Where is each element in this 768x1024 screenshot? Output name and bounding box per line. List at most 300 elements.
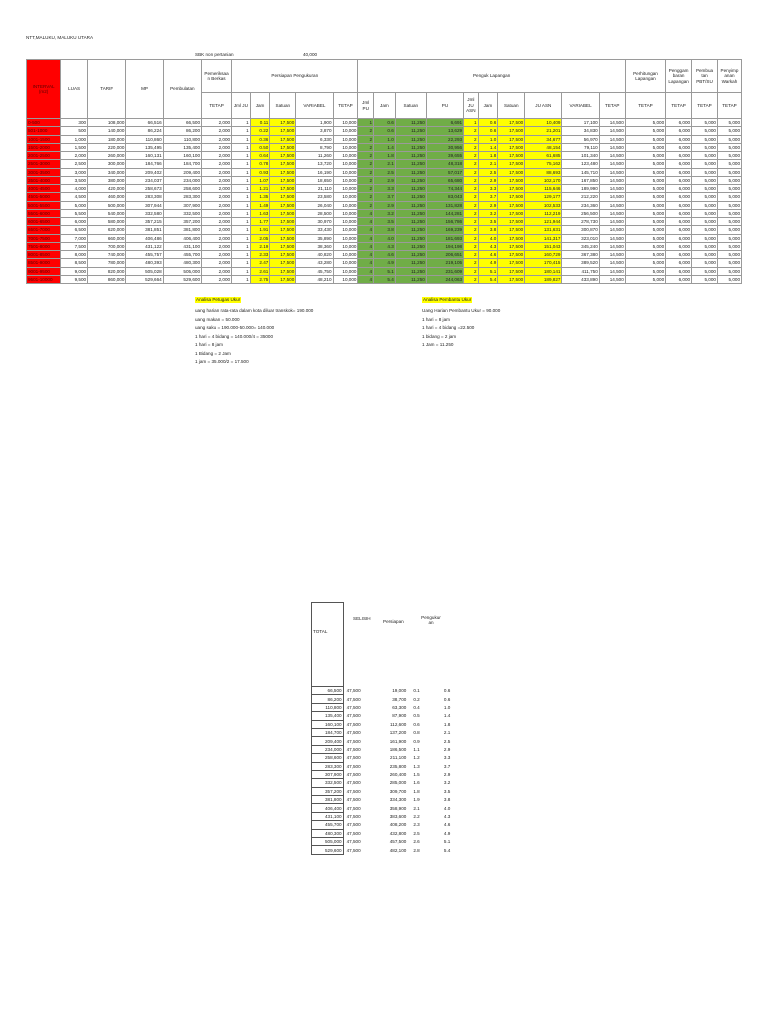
cell-jpu: 2 [358,185,374,193]
cell-jam2: 1.4 [374,143,396,151]
cell-jju: 1 [232,234,251,242]
cell-mp: 66,516 [126,119,163,127]
table-row [27,160,742,168]
cell-jam2: 4.9 [374,259,396,267]
table-row [27,209,742,217]
table-row [312,703,469,711]
cell-pem: 2,000 [202,226,232,234]
subheader-cell: TETAP [599,93,625,119]
cell-var2: 389,520 [562,259,599,267]
cell-pu: 65,680 [426,176,463,184]
table-row [312,838,469,846]
cell-t5: 5,000 [692,226,718,234]
cell-interval: 8501-9000 [27,259,61,267]
cell-total: 431,100 [312,812,344,820]
cell-pem: 2,000 [202,127,232,135]
cell-mp: 209,402 [126,168,163,176]
cell-t3: 5,000 [625,251,665,259]
table-row [27,251,742,259]
cell-tarif: 820,000 [88,267,126,275]
cell-c4: 2.1 [413,805,420,811]
cell-c4: 0.8 [413,730,420,736]
cell-var2: 433,890 [562,275,599,283]
cell-var1: 40,820 [296,251,333,259]
cell-c4: 0.4 [413,704,420,710]
cell-juasn: 141,317 [525,234,562,242]
cell-tet2: 14,500 [599,119,625,127]
cell-sat3: 17,500 [498,135,525,143]
cell-juasn: 48,154 [525,143,562,151]
cell-c3: 87,900 [392,713,407,719]
cell-c5: 2.5 [443,738,451,744]
cell-pemb: 406,400 [163,234,201,242]
cell-pu: 231,609 [426,267,463,275]
cell-sat2: 11,250 [395,168,426,176]
cell-sat3: 17,500 [498,275,525,283]
cell-t4: 6,000 [666,259,692,267]
cell-t4: 6,000 [666,275,692,283]
cell-t3: 5,000 [625,201,665,209]
cell-total: 283,300 [312,762,344,770]
cell-c2: 47,500 [346,780,361,786]
cell-jju: 1 [232,193,251,201]
cell-c3: 457,500 [389,839,407,845]
cell-jam1: 2.47 [250,259,270,267]
cell-interval: 4501-5000 [27,193,61,201]
cell-c2: 47,500 [346,788,361,794]
cell-c5: 4.0 [443,805,451,811]
cell-mp: 357,215 [126,218,163,226]
cell-juasn: 180,141 [525,267,562,275]
cell-t6: 5,000 [717,160,741,168]
cell-c5: 3.3 [443,755,451,761]
cell-sat3: 17,500 [498,143,525,151]
cell-t4: 6,000 [666,242,692,250]
cell-jju: 1 [232,209,251,217]
cell-jam3: 4.0 [478,234,498,242]
cell-tet1: 10,000 [333,201,358,209]
cell-total: 455,700 [312,821,344,829]
table-row [312,770,469,778]
sbk-value: 40,000 [303,52,318,57]
cell-t5: 5,000 [692,152,718,160]
cell-pem: 2,000 [202,152,232,160]
cell-c2: 47,500 [346,730,361,736]
cell-t5: 5,000 [692,251,718,259]
cell-tet1: 10,000 [333,209,358,217]
cell-t4: 6,000 [666,152,692,160]
cell-pu: 169,239 [426,226,463,234]
cell-t5: 5,000 [692,185,718,193]
cell-t3: 5,000 [625,152,665,160]
cell-pem: 2,000 [202,267,232,275]
table-row [312,720,469,728]
cell-jam1: 2.61 [250,267,270,275]
cell-tarif: 780,000 [88,259,126,267]
cell-t4: 6,000 [666,267,692,275]
table-row [27,275,742,283]
cell-jam2: 2.9 [374,201,396,209]
cell-c3: 383,600 [389,814,407,820]
cell-t6: 5,000 [717,143,741,151]
cell-jasn: 2 [464,185,479,193]
cell-jam1: 2.05 [250,234,270,242]
cell-var1: 3,870 [296,127,333,135]
analisa-pembantu-title: Analisa Pembantu Ukur [423,297,472,302]
cell-var2: 411,750 [562,267,599,275]
cell-pemb: 283,300 [163,193,201,201]
cell-sat3: 17,500 [498,176,525,184]
cell-jasn: 2 [464,209,479,217]
cell-sat2: 11,250 [395,226,426,234]
cell-sat1: 17,500 [270,193,296,201]
cell-mp: 381,851 [126,226,163,234]
cell-t6: 5,000 [717,185,741,193]
cell-jam2: 5.1 [374,267,396,275]
cell-luas: 9,000 [61,267,88,275]
note-line: 1 Jam = 11.250 [422,342,454,347]
cell-jasn: 2 [464,234,479,242]
cell-jpu: 2 [358,160,374,168]
cell-luas: 1,000 [61,135,88,143]
cell-luas: 1,500 [61,143,88,151]
cell-c3: 432,800 [389,830,407,836]
header-pembuatan: Pembua tan PBT/SU [692,60,718,93]
cell-mp: 455,757 [126,251,163,259]
cell-jam3: 2.9 [478,176,498,184]
cell-total: 406,400 [312,804,344,812]
cell-juasn: 112,219 [525,209,562,217]
cell-pemb: 357,200 [163,218,201,226]
cell-c3: 137,200 [389,730,407,736]
cell-pu: 206,651 [426,251,463,259]
cell-jam3: 3.8 [478,226,498,234]
table-row [312,762,469,770]
cell-jpu: 2 [358,193,374,201]
cell-t6: 5,000 [717,201,741,209]
cell-t3: 5,000 [625,275,665,283]
cell-interval: 1001-1500 [27,135,61,143]
cell-pemb: 184,700 [163,160,201,168]
cell-pu: 194,198 [426,242,463,250]
cell-tarif: 180,000 [88,135,126,143]
cell-c4: 0.2 [413,696,420,702]
cell-total: 66,500 [312,687,344,695]
cell-juasn: 34,677 [525,135,562,143]
cell-c4: 2.3 [413,822,420,828]
cell-juasn: 151,043 [525,242,562,250]
cell-jju: 1 [232,176,251,184]
cell-var2: 300,870 [562,226,599,234]
subheader-cell: Jam [250,93,270,119]
total-table [311,602,469,855]
cell-t3: 5,000 [625,160,665,168]
cell-mp: 332,580 [126,209,163,217]
document-title: NTT,MALUKU, MALUKU UTARA [26,35,94,40]
cell-jam2: 5.4 [374,275,396,283]
cell-luas: 300 [61,119,88,127]
cell-tet2: 14,500 [599,226,625,234]
cell-jasn: 2 [464,152,479,160]
cell-jju: 1 [232,201,251,209]
cell-c4: 1.3 [413,763,420,769]
cell-pu: 83,043 [426,193,463,201]
cell-var1: 21,110 [296,185,333,193]
cell-c3: 358,900 [389,805,407,811]
subheader-cell: PU [426,93,463,119]
cell-jpu: 1 [358,119,374,127]
cell-t6: 5,000 [717,234,741,242]
cell-sat2: 11,250 [395,242,426,250]
cell-t3: 5,000 [625,185,665,193]
cell-tet2: 14,500 [599,251,625,259]
cell-tarif: 420,000 [88,185,126,193]
cell-t6: 5,000 [717,168,741,176]
cell-interval: 2001-2500 [27,152,61,160]
cell-pem: 2,000 [202,275,232,283]
cell-c3: 112,600 [390,721,407,727]
cell-c4: 0.6 [413,721,420,727]
cell-jam3: 1.4 [478,143,498,151]
total-label: TOTAL [312,603,344,687]
cell-sat3: 17,500 [498,226,525,234]
table-row [312,687,469,695]
cell-luas: 3,500 [61,176,88,184]
cell-jju: 1 [232,168,251,176]
cell-tet2: 14,500 [599,185,625,193]
cell-t3: 5,000 [625,226,665,234]
cell-c2: 47,500 [346,847,361,853]
cell-sat2: 11,250 [395,176,426,184]
cell-tarif: 108,000 [88,119,126,127]
cell-juasn: 10,409 [525,119,562,127]
cell-var1: 26,040 [296,201,333,209]
cell-c3: 186,500 [389,746,407,752]
cell-jju: 1 [232,160,251,168]
cell-mp: 160,131 [126,152,163,160]
cell-t4: 6,000 [666,226,692,234]
cell-pu: 74,344 [426,185,463,193]
subheader-cell: TETAP [692,93,718,119]
cell-tet1: 10,000 [333,234,358,242]
cell-interval: 6001-6500 [27,218,61,226]
cell-t6: 5,000 [717,251,741,259]
cell-sat3: 17,500 [498,242,525,250]
cell-t6: 5,000 [717,176,741,184]
cell-total: 480,300 [312,829,344,837]
cell-jju: 1 [232,226,251,234]
cell-t3: 5,000 [625,176,665,184]
cell-tet2: 14,500 [599,242,625,250]
cell-juasn: 88,693 [525,168,562,176]
table-row [312,787,469,795]
table-row [312,812,469,820]
table-row [27,135,742,143]
cell-sat1: 17,500 [270,267,296,275]
cell-pu: 244,063 [426,275,463,283]
cell-t6: 5,000 [717,209,741,217]
cell-jasn: 2 [464,193,479,201]
table-row [27,226,742,234]
cell-jasn: 1 [464,119,479,127]
table-row [27,127,742,135]
cell-jasn: 2 [464,176,479,184]
cell-tet2: 14,500 [599,160,625,168]
cell-sat3: 17,500 [498,160,525,168]
cell-tet1: 10,000 [333,152,358,160]
cell-pem: 2,000 [202,176,232,184]
cell-t5: 5,000 [692,234,718,242]
note-line: Uang Harian Pembantu Ukur = 90.000 [422,308,501,313]
cell-jam1: 0.22 [250,127,270,135]
cell-c2: 47,500 [346,797,361,803]
cell-c5: 2.1 [443,730,451,736]
subheader-cell: JU ASN [525,93,562,119]
cell-jam1: 0.64 [250,152,270,160]
cell-pem: 2,000 [202,135,232,143]
cell-c4: 1.5 [413,772,420,778]
cell-jam3: 3.5 [478,218,498,226]
cell-jasn: 2 [464,160,479,168]
cell-pem: 2,000 [202,185,232,193]
note-line: 1 hari = 4 bidang =22.500 [422,325,475,330]
cell-tarif: 660,000 [88,234,126,242]
cell-total: 357,200 [312,787,344,795]
cell-t4: 6,000 [666,201,692,209]
cell-t3: 5,000 [625,242,665,250]
subheader-cell: TETAP [202,93,232,119]
cell-jam3: 3.2 [478,209,498,217]
cell-tarif: 460,000 [88,193,126,201]
cell-sat3: 17,500 [498,193,525,201]
cell-var2: 212,220 [562,193,599,201]
cell-var1: 8,790 [296,143,333,151]
cell-pu: 131,828 [426,201,463,209]
cell-jam3: 2.9 [478,201,498,209]
cell-c3: 19,000 [392,688,407,694]
cell-var1: 1,900 [296,119,333,127]
cell-sat1: 17,500 [270,119,296,127]
cell-mp: 283,308 [126,193,163,201]
cell-c4: 2.6 [413,839,420,845]
cell-tarif: 140,000 [88,127,126,135]
cell-tarif: 540,000 [88,209,126,217]
cell-pem: 2,000 [202,242,232,250]
cell-tet2: 14,500 [599,259,625,267]
cell-c2: 47,500 [346,688,361,694]
cell-c5: 5.1 [443,839,451,845]
cell-c2: 47,500 [346,721,361,727]
cell-jam1: 1.63 [250,209,270,217]
cell-jasn: 2 [464,127,479,135]
cell-jam1: 1.77 [250,218,270,226]
cell-pu: 48,318 [426,160,463,168]
cell-jam2: 3.7 [374,193,396,201]
cell-tet1: 10,000 [333,119,358,127]
cell-t4: 6,000 [666,127,692,135]
cell-sat1: 17,500 [270,127,296,135]
cell-jam2: 4.6 [374,251,396,259]
cell-interval: 7001-7500 [27,234,61,242]
cell-jasn: 2 [464,251,479,259]
cell-jam2: 1.0 [374,135,396,143]
table-row [27,201,742,209]
table-row [27,259,742,267]
cell-jam3: 4.3 [478,242,498,250]
cell-var1: 30,970 [296,218,333,226]
cell-c5: 0.6 [443,696,451,702]
cell-mp: 406,486 [126,234,163,242]
cell-pemb: 381,800 [163,226,201,234]
cell-jam3: 4.6 [478,251,498,259]
cell-t5: 5,000 [692,176,718,184]
cell-t3: 5,000 [625,209,665,217]
cell-mp: 307,944 [126,201,163,209]
cell-tet1: 10,000 [333,176,358,184]
note-line: uang saku = 190.000-50.000= 140.000 [195,325,275,330]
cell-c3: 334,300 [389,797,407,803]
cell-c4: 2.2 [413,814,420,820]
cell-c2: 47,500 [346,830,361,836]
cell-c4: 1.1 [413,746,420,752]
cell-tarif: 580,000 [88,218,126,226]
table-row [27,143,742,151]
cell-var1: 11,260 [296,152,333,160]
cell-interval: 4001-4500 [27,185,61,193]
cell-t5: 5,000 [692,259,718,267]
cell-t4: 6,000 [666,209,692,217]
cell-jam1: 2.33 [250,251,270,259]
table-row [27,234,742,242]
cell-var2: 189,990 [562,185,599,193]
persiapan-label: Persiapan [383,619,404,624]
cell-var2: 56,970 [562,135,599,143]
cell-jasn: 2 [464,135,479,143]
cell-jasn: 2 [464,267,479,275]
header-pemeriksaan: Pemeriksaa n Berkas [202,60,232,93]
cell-tet2: 14,500 [599,143,625,151]
cell-sat1: 17,500 [270,218,296,226]
cell-sat1: 17,500 [270,251,296,259]
cell-mp: 110,860 [126,135,163,143]
header-pengukur: Penguk Lapangan [358,60,625,93]
cell-jpu: 4 [358,259,374,267]
cell-t4: 6,000 [666,176,692,184]
cell-pem: 2,000 [202,201,232,209]
cell-t6: 5,000 [717,259,741,267]
cell-t5: 5,000 [692,168,718,176]
cell-jasn: 2 [464,275,479,283]
cell-c2: 47,500 [346,839,361,845]
cell-jam2: 4.0 [374,234,396,242]
cell-mp: 86,224 [126,127,163,135]
cell-t5: 5,000 [692,119,718,127]
cell-jpu: 4 [358,267,374,275]
cell-t6: 5,000 [717,135,741,143]
cell-t3: 5,000 [625,127,665,135]
cell-jasn: 2 [464,168,479,176]
cell-t4: 6,000 [666,135,692,143]
cell-jam3: 5.4 [478,275,498,283]
cell-jam3: 5.1 [478,267,498,275]
cell-c2: 47,500 [346,713,361,719]
cell-total: 307,900 [312,770,344,778]
cell-c4: 2.5 [413,830,420,836]
cell-pemb: 332,500 [163,209,201,217]
cell-c3: 309,700 [389,788,407,794]
subheader-cell: Jml PU [358,93,374,119]
cell-c4: 1.2 [413,755,420,761]
